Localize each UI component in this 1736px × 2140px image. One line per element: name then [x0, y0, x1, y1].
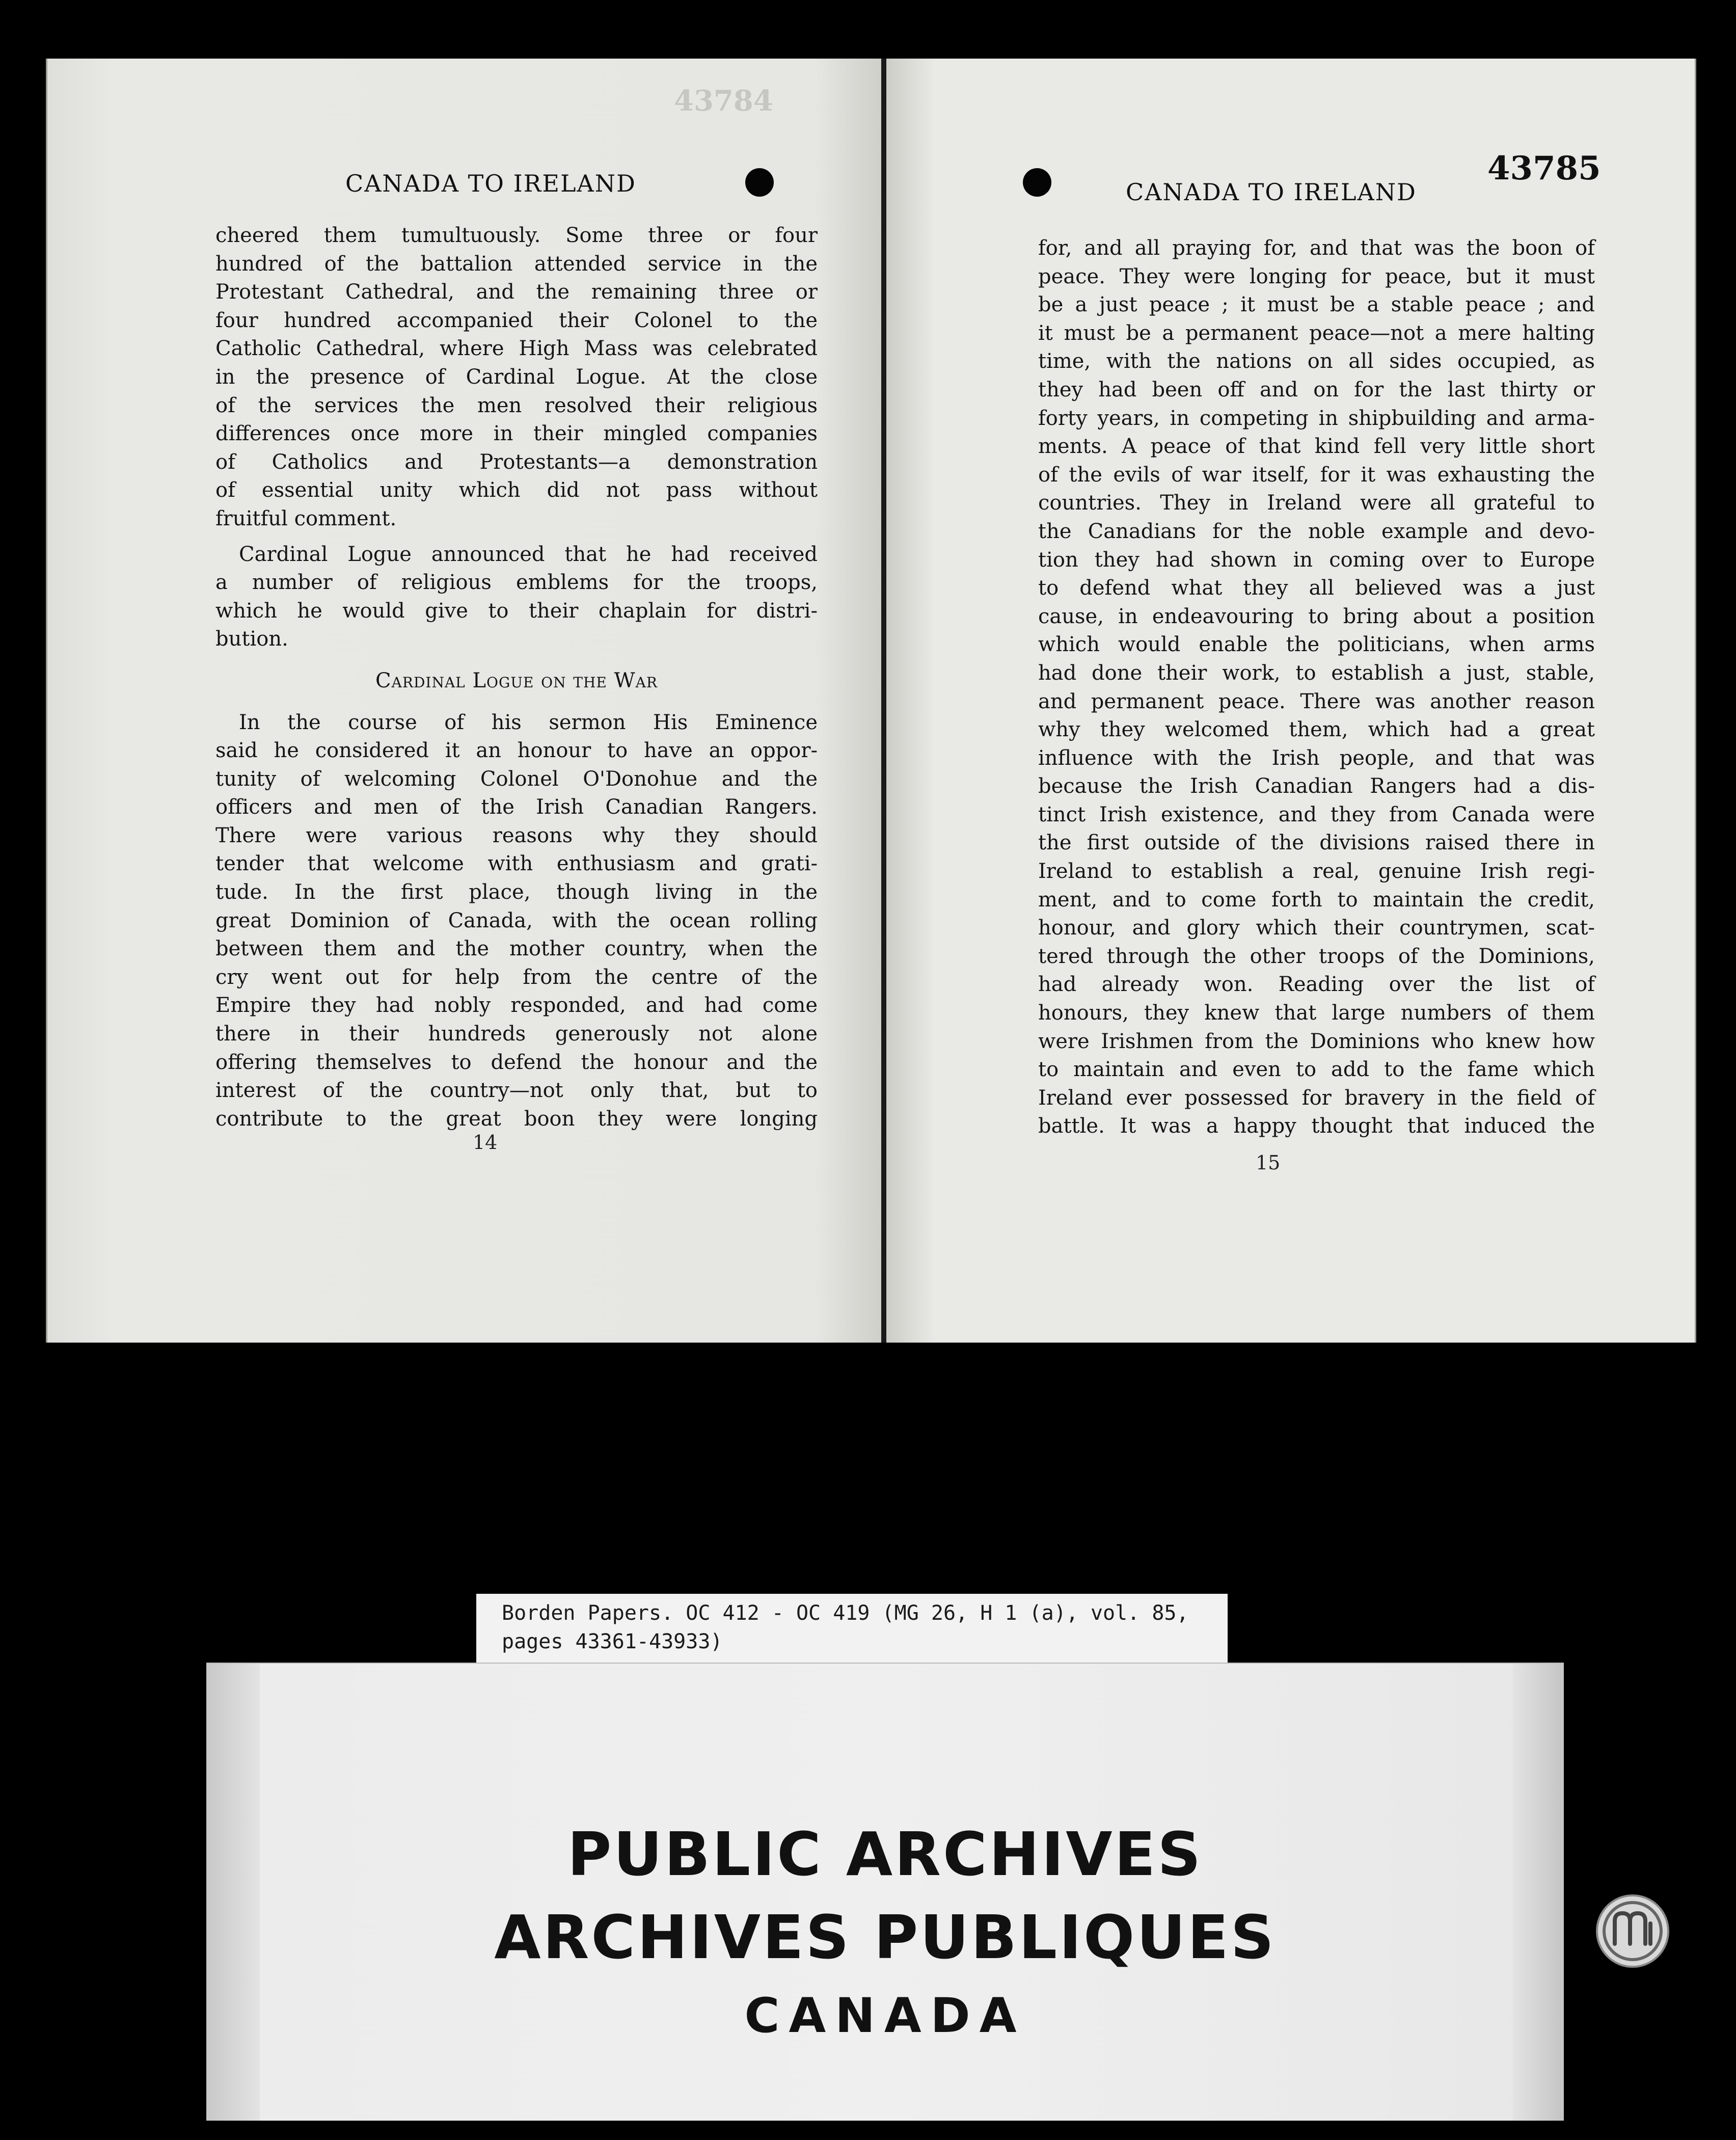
- text-line: In the course of his sermon His Eminence: [239, 710, 818, 734]
- text-line: tude. In the first place, though living in the: [215, 880, 818, 904]
- text-line: be a just peace ; it must be a stable peace ; and: [1038, 293, 1595, 317]
- right-page-text: [1038, 234, 1595, 1141]
- text-line: a number of religious emblems for the troops,: [215, 571, 818, 595]
- text-line: which would enable the politicians, when arms: [1038, 633, 1595, 657]
- text-line: the Canadians for the noble example and devo-: [1038, 519, 1595, 543]
- book-gutter: [881, 59, 886, 1343]
- text-line: of the services the men resolved their religious: [215, 393, 818, 417]
- right-running-header: CANADA TO IRELAND: [1126, 178, 1417, 206]
- text-line: had already won. Reading over the list of: [1038, 973, 1595, 997]
- punch-hole-left: [745, 168, 774, 197]
- card-edge-right: [1513, 1664, 1564, 2121]
- left-page-text: [215, 222, 818, 1133]
- archives-title-fr: ARCHIVES PUBLIQUES: [494, 1902, 1276, 1972]
- text-line: honours, they knew that large numbers of them: [1038, 1001, 1595, 1025]
- left-running-header: CANADA TO IRELAND: [345, 170, 636, 197]
- text-line: which he would give to their chaplain for distri-: [215, 599, 818, 623]
- text-line: battle. It was a happy thought that induced the: [1038, 1114, 1595, 1138]
- reference-label: [476, 1594, 1228, 1663]
- text-line: cheered them tumultuously. Some three or four: [215, 224, 818, 247]
- right-page: [886, 59, 1696, 1343]
- text-line: officers and men of the Irish Canadian Rangers.: [215, 795, 818, 819]
- reference-line-1: Borden Papers. OC 412 - OC 419 (MG 26, H 1 (a), vol. 85,: [502, 1601, 1189, 1625]
- archives-seal-icon: [1594, 1893, 1671, 1969]
- text-line: because the Irish Canadian Rangers had a dis-: [1038, 774, 1595, 798]
- text-line: time, with the nations on all sides occupied, as: [1038, 350, 1595, 373]
- text-line: offering themselves to defend the honour and the: [215, 1050, 818, 1074]
- archives-title-en: PUBLIC ARCHIVES: [567, 1819, 1203, 1889]
- document-number: 43785: [1487, 149, 1601, 188]
- right-page-number: 15: [1256, 1152, 1281, 1174]
- text-line: four hundred accompanied their Colonel to the: [215, 308, 818, 332]
- text-line: for, and all praying for, and that was the boon of: [1038, 236, 1595, 260]
- text-line: contribute to the great boon they were longing: [215, 1107, 818, 1131]
- punch-hole-right: [1023, 168, 1051, 197]
- text-line: Cardinal Logue announced that he had received: [239, 542, 818, 566]
- archives-card: [206, 1663, 1564, 2121]
- text-line: interest of the country—not only that, but to: [215, 1079, 818, 1103]
- text-line: forty years, in competing in shipbuilding and arma-: [1038, 406, 1595, 430]
- text-line: bution.: [215, 627, 288, 651]
- text-line: they had been off and on for the last thirty or: [1038, 378, 1595, 402]
- paragraph-gap: [215, 533, 818, 541]
- text-line: ment, and to come forth to maintain the credit,: [1038, 888, 1595, 912]
- text-line: tunity of welcoming Colonel O'Donohue and the: [215, 767, 818, 791]
- text-line: There were various reasons why they should: [215, 823, 818, 847]
- reference-line-2: pages 43361-43933): [502, 1630, 723, 1653]
- text-line: were Irishmen from the Dominions who knew how: [1038, 1029, 1595, 1053]
- text-line: ments. A peace of that kind fell very little short: [1038, 435, 1595, 459]
- text-line: to maintain and even to add to the fame which: [1038, 1058, 1595, 1082]
- text-line: great Dominion of Canada, with the ocean rolling: [215, 908, 818, 932]
- text-line: tered through the other troops of the Dominions,: [1038, 944, 1595, 968]
- section-subheading: Cardinal Logue on the War: [375, 668, 658, 692]
- text-line: influence with the Irish people, and that was: [1038, 746, 1595, 770]
- text-line: had done their work, to establish a just, stable,: [1038, 661, 1595, 685]
- text-line: why they welcomed them, which had a great: [1038, 718, 1595, 742]
- text-line: hundred of the battalion attended service in the: [215, 252, 818, 276]
- text-line: in the presence of Cardinal Logue. At the close: [215, 365, 818, 389]
- text-line: tion they had shown in coming over to Europe: [1038, 548, 1595, 572]
- left-page: [46, 59, 881, 1343]
- text-line: peace. They were longing for peace, but it must: [1038, 264, 1595, 288]
- text-line: of essential unity which did not pass without: [215, 478, 818, 502]
- text-line: honour, and glory which their countrymen, scat-: [1038, 916, 1595, 940]
- text-line: between them and the mother country, when the: [215, 937, 818, 961]
- text-line: cause, in endeavouring to bring about a position: [1038, 604, 1595, 628]
- text-line: fruitful comment.: [215, 506, 397, 530]
- text-line: of Catholics and Protestants—a demonstration: [215, 450, 818, 474]
- card-edge-left: [206, 1664, 260, 2121]
- left-page-number: 14: [473, 1131, 498, 1154]
- text-line: Ireland to establish a real, genuine Irish regi-: [1038, 860, 1595, 884]
- text-line: tender that welcome with enthusiasm and grati-: [215, 852, 818, 876]
- text-line: tinct Irish existence, and they from Canada were: [1038, 802, 1595, 826]
- text-line: it must be a permanent peace—not a mere halting: [1038, 321, 1595, 345]
- text-line: to defend what they all believed was a just: [1038, 576, 1595, 600]
- text-line: Empire they had nobly responded, and had come: [215, 994, 818, 1018]
- text-line: and permanent peace. There was another reason: [1038, 689, 1595, 713]
- text-line: countries. They in Ireland were all grateful to: [1038, 491, 1595, 515]
- text-line: the first outside of the divisions raised there in: [1038, 831, 1595, 855]
- text-line: cry went out for help from the centre of the: [215, 965, 818, 989]
- text-line: Catholic Cathedral, where High Mass was celebrated: [215, 337, 818, 361]
- archives-country: CANADA: [744, 1988, 1026, 2044]
- text-line: Ireland ever possessed for bravery in the field of: [1038, 1086, 1595, 1110]
- text-line: said he considered it an honour to have an oppor-: [215, 739, 818, 763]
- text-line: there in their hundreds generously not alone: [215, 1022, 818, 1046]
- book-spread: [46, 59, 1696, 1343]
- text-line: Protestant Cathedral, and the remaining three or: [215, 280, 818, 304]
- text-line: of the evils of war itself, for it was exhausting the: [1038, 463, 1595, 487]
- text-line: differences once more in their mingled companies: [215, 422, 818, 446]
- faint-bleed-number: 43784: [674, 84, 773, 118]
